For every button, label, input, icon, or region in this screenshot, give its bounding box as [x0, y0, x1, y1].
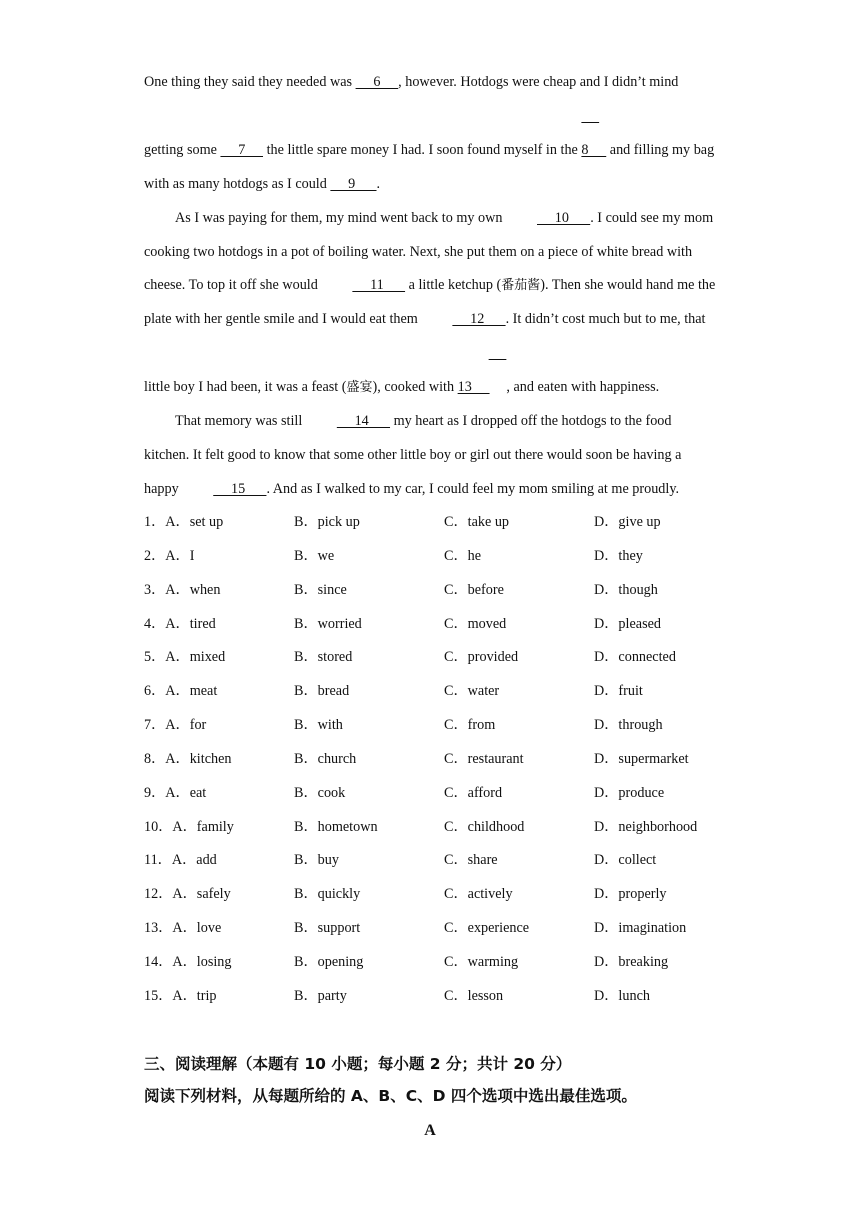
blank-11: 11 — [352, 277, 406, 294]
option-a: 2．A．I — [144, 547, 195, 564]
blank-13: 13 — [457, 379, 472, 396]
option-d: D．produce — [594, 784, 665, 801]
option-b: B．bread — [294, 683, 350, 700]
passage-text: ). Then she would hand me the plate with her gentle smile and I would eat them — [144, 277, 716, 328]
blank-8: 8 — [581, 141, 589, 158]
option-row — [144, 675, 716, 709]
chinese-gloss: 盛宴 — [346, 380, 373, 396]
option-d: D．they — [594, 547, 643, 564]
blank-14: 14 — [336, 413, 391, 430]
passage-text: That memory was still — [175, 413, 306, 430]
blank-10: 10 — [537, 209, 591, 226]
blank-9: 9 — [330, 175, 377, 192]
passage-paragraph-3 — [144, 405, 716, 507]
option-row — [144, 641, 716, 675]
option-c: C．from — [444, 717, 496, 734]
option-c: C．take up — [444, 514, 510, 530]
option-b: B．opening — [294, 953, 364, 970]
option-d: D．lunch — [594, 987, 650, 1004]
option-a: 15．A．trip — [144, 987, 217, 1004]
passage-text: . — [376, 175, 381, 192]
option-a: 14．A．losing — [144, 953, 232, 970]
option-a: 3．A．when — [144, 581, 221, 598]
option-d: D．connected — [594, 649, 676, 666]
option-c: C．experience — [444, 920, 530, 937]
option-a: 9．A．eat — [144, 784, 207, 801]
option-row — [144, 709, 716, 743]
passage-text: a little ketchup ( — [405, 277, 502, 294]
passage-text: my heart as I dropped off the hotdogs to the food kitchen. It felt good to know that some other little boy or girl out there would soon be having a happy — [144, 413, 682, 497]
passage-text: As I was paying for them, my mind went back to my own — [175, 209, 506, 226]
option-row — [144, 980, 716, 1014]
option-a: 1．A．set up — [144, 514, 224, 530]
option-b: B．party — [294, 987, 347, 1004]
option-c: C．restaurant — [444, 750, 524, 767]
option-b: B．church — [294, 750, 357, 767]
passage-text: , and eaten with happiness. — [506, 379, 660, 396]
reading-section-header — [144, 1048, 716, 1112]
option-a: 13．A．love — [144, 920, 222, 937]
option-b: B．cook — [294, 784, 346, 801]
option-c: C．provided — [444, 649, 519, 666]
option-c: C．afford — [444, 784, 503, 801]
blank-12: 12 — [452, 311, 506, 328]
option-row — [144, 946, 716, 980]
option-c: C．lesson — [444, 987, 504, 1004]
option-b: B．support — [294, 920, 361, 937]
passage-text: . I could see my mom cooking two hotdogs in a pot of boiling water. Next, she put them on a piece of white bread with cheese. To top it off she would — [144, 209, 714, 294]
option-b: B．buy — [294, 852, 339, 869]
option-row — [144, 811, 716, 845]
option-c: C．share — [444, 852, 498, 869]
passage-text: , however. Hotdogs were cheap and I didn’t mind getting some — [144, 74, 679, 158]
option-a: 4．A．tired — [144, 615, 216, 632]
option-c: C．childhood — [444, 818, 525, 835]
option-a: 8．A．kitchen — [144, 750, 232, 767]
passage-text: the little spare money I had. I soon found myself in the — [263, 141, 582, 158]
option-d: D．properly — [594, 886, 667, 903]
option-d: D．fruit — [594, 683, 643, 700]
option-d: D．collect — [594, 852, 657, 869]
chinese-gloss: 番茄酱 — [501, 278, 541, 294]
option-row — [144, 844, 716, 878]
option-row — [144, 912, 716, 946]
option-d: D．though — [594, 581, 658, 598]
passage-text: ), cooked with — [372, 379, 458, 396]
option-d: D．imagination — [594, 920, 687, 937]
option-b: B．with — [294, 717, 343, 734]
option-d: D．supermarket — [594, 750, 689, 767]
blank-7: 7 — [220, 141, 264, 158]
blank-15: 15 — [213, 480, 267, 497]
section-heading: 三、阅读理解（本题有 10 小题；每小题 2 分；共计 20 分） — [144, 1055, 572, 1073]
option-c: C．water — [444, 683, 500, 700]
option-row — [144, 506, 716, 540]
passage-paragraph-2 — [144, 202, 716, 405]
passage-text: One thing they said they needed was — [144, 74, 356, 90]
option-a: 12．A．safely — [144, 886, 231, 903]
option-b: B．hometown — [294, 818, 378, 835]
option-b: B．pick up — [294, 514, 360, 530]
option-c: C．before — [444, 581, 504, 598]
option-b: B．stored — [294, 649, 353, 666]
option-a: 11．A．add — [144, 852, 217, 869]
blank-6: 6 — [355, 74, 399, 90]
option-d: D．pleased — [594, 615, 661, 632]
option-row — [144, 540, 716, 574]
option-c: C．moved — [444, 615, 507, 632]
cloze-passage — [144, 66, 716, 507]
passage-text: . It didn’t cost much but to me, that little boy I had been, it was a feast ( — [144, 311, 706, 396]
option-row — [144, 608, 716, 642]
option-b: B．since — [294, 581, 347, 598]
answer-options — [144, 506, 716, 1014]
option-row — [144, 878, 716, 912]
option-row — [144, 743, 716, 777]
option-d: D．give up — [594, 514, 661, 530]
option-b: B．worried — [294, 615, 362, 632]
option-d: D．breaking — [594, 953, 669, 970]
option-a: 5．A．mixed — [144, 649, 226, 666]
option-row — [144, 777, 716, 811]
option-a: 6．A．meat — [144, 683, 218, 700]
option-b: B．quickly — [294, 886, 361, 903]
option-c: C．warming — [444, 953, 519, 970]
option-a: 7．A．for — [144, 717, 207, 734]
passage-paragraph-1 — [144, 66, 716, 202]
passage-text: and filling my bag with as many hotdogs as I could — [144, 141, 715, 192]
option-c: C．he — [444, 547, 482, 564]
part-letter: A — [424, 1122, 436, 1139]
passage-text: . And as I walked to my car, I could feel my mom smiling at me proudly. — [266, 480, 680, 497]
option-row — [144, 574, 716, 608]
option-a: 10．A．family — [144, 818, 234, 835]
option-c: C．actively — [444, 886, 513, 903]
section-instruction: 阅读下列材料，从每题所给的 A、B、C、D 四个选项中选出最佳选项。 — [144, 1087, 637, 1105]
option-d: D．neighborhood — [594, 818, 698, 835]
option-d: D．through — [594, 717, 663, 734]
option-b: B．we — [294, 547, 335, 564]
